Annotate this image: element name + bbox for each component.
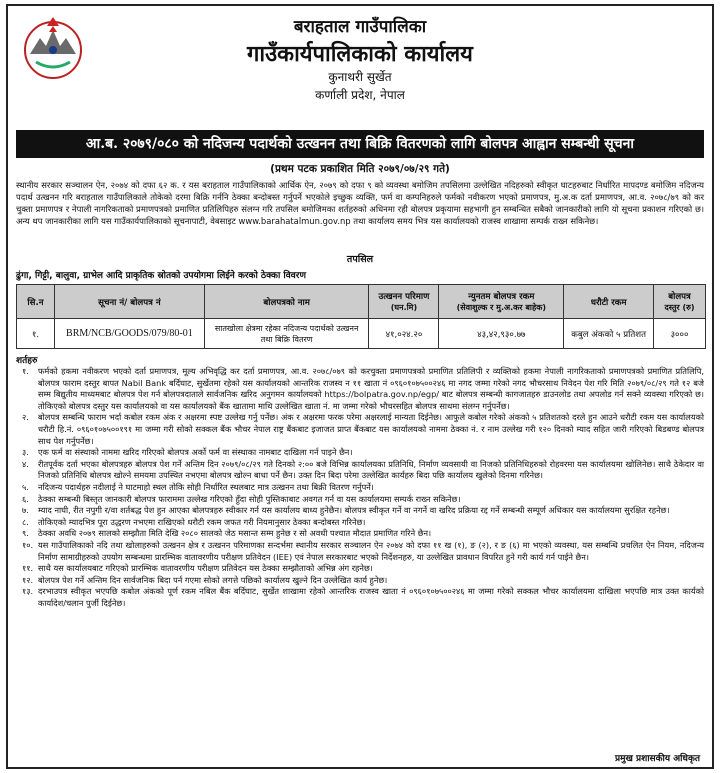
term-number: ७. <box>22 505 29 516</box>
term-text: बोलपत्र सम्बन्धि फाराम भर्दा कबोल रकम अंक र अक्षरमा स्पष्ट उल्लेख गर्नु पर्नेछ। अंक र अक्षरमा फरक परेमा अक्षरलाई मान्यता दिईनेछ। आफुले कबोल गरेको अंकको ५ प्रतिशतको दरले हुन आउने धरौटी रकम यस कार्यालयको धरौटी हि.नं. ०९६०१०७५००१९१ मा जम्मा गरी सोको सक्कल बैंक भौचर नेपाल राष्ट्र बैंकबाट इजाजत प्राप्त बैंकबाट यस कार्यालयको नाममा ठेक्का नं. र नाम उल्लेख गरी १२० दिनको म्याद सहित जारी गरिएको बिडबण्ड बोलपत्र साथ पेश गर्नुपर्नेछ। <box>38 412 704 446</box>
list-item <box>16 528 704 540</box>
list-item <box>16 517 704 529</box>
col-header-notice-no: सूचना नं/ बोलपत्र नं <box>54 285 204 319</box>
list-item <box>16 540 704 563</box>
col-header-fee <box>654 285 706 319</box>
term-text: फर्मको हकमा नवीकरण भएको दर्ता प्रमाणपत्र, मूल्य अभिवृद्धि कर दर्ता प्रमाणपत्र, आ.व. २०७८/०७९ को करचुक्ता प्रमाणपत्रको प्रमाणित प्रतिलिपी र व्यक्तिको हकमा नेपाली नागरिकताको प्रमाणपत्रको प्रमाणित प्रतिलिपि, बोलपत्र फाराम दस्तुर बापत Nabil Bank बर्दिघाट, सुर्खेतमा रहेको यस कार्यालयको आन्तरिक राजस्व न ११ खाता नं ०९६०१०७५००२४६ मा नगद जम्मा गरेको नगद भौचरसाथ निवेदन पेश गरि मिति २०७९/०८/२९ गते १२ बजे सम्म बिद्युतीय माध्यमबाट बोलपत्र पेश गर्न बोलपत्रदाताले सार्वजनिक खरिद अनुगमन कार्यालयको https://bolpatra.gov.np/egp/ बाट बोलपत्र सम्बन्धी कागजातहरु डाउनलोड तथा अपलोड गर्न सक्ने व्यवस्था गरिएको छ। तोकिएको बोलपत्र दस्तुर यस कार्यालयको वा यस कार्यालयको बैंक खातामा माथि उल्लेखित खाता नं. मा जम्मा गरेको भौचरसहित बोलपत्र साथमा संलग्न गर्नुपर्नेछ। <box>38 366 704 411</box>
tapasil-heading: तपसिल <box>346 254 374 265</box>
contract-details-heading: ढुंगा, गिट्टी, बालुवा, ग्राभेल आदि प्राकृतिक स्रोतको उपयोगमा लिईने करको ठेक्का विवरण <box>16 271 306 281</box>
term-text: बोलपत्र पेश गर्ने अन्तिम दिन सार्वजनिक बिदा पर्न गएमा सोको लगत्ते पछिको कार्यालय खुल्ने दिन उल्लेखित कार्य हुनेछ। <box>38 574 388 585</box>
terms-list <box>16 366 704 609</box>
term-text: ठेक्का सम्बन्धी बिस्तृत जानकारी बोलपत्र फाराममा उल्लेख गरिएको हुँदा सोही पुस्तिकाबाट अवगत गर्न वा यस कार्यालयमा सम्पर्क राख्न सकिनेछ। <box>38 493 461 504</box>
col-header-fee-sub: दस्तुर (रु) <box>664 303 695 312</box>
list-item <box>16 459 704 482</box>
list-item <box>16 575 704 587</box>
term-text: दरभाउपत्र स्वीकृत भएपछि कबोल अंकको पूर्ण रकम नबिल बैंक बर्दिघाट, सुर्खेत शाखामा रहेको आन्तरिक राजस्व खाता नं ०९६०१०७५००२४६ मा जम्मा गरेको सक्कल भौचर कार्यालयमा दाखिला भएपछि मात्र उक्त कार्यको कार्यादेश/चलान पुर्जी दिईनेछ। <box>38 586 704 608</box>
intro-paragraph: स्थानीय सरकार सञ्चालन ऐन, २०७४ को दफा ६२ क. र यस बराहताल गाउँपालिकाको आर्थिक ऐन, २०७९ को दफा ९ को व्यवस्था बमोजिम तपसिलमा उल्लेखित नदिहरुको स्वीकृत घाटहरुबाट निर्धारित मापदण्ड बमोजिम नदिजन्य पदार्थ उत्खनन गरि बराहताल गाउँपालिकाले तोकेको दरमा बिक्रि गर्ननि ठेक्का बन्दोबस्त गर्नुपर्ने भएकोले इच्छुक व्यक्ति, फर्म वा कम्पनिहरुले फर्मको नवीकरण भएको प्रमाणपत्र, मु.अ.क दर्ता प्रमाणपत्र, आ.व. २०७८/७९ को कर चुक्ता प्रमाणपत्र र नेपाली नागरिकताको प्रमाणपत्रको प्रमाणित प्रतिलिपिहरु संलग्न गरि तपसिल बमोजिमका शर्तहरुको अधिनमा रही बोलपत्र प्रकृयामा सहभागी हुन सम्बन्धित सबैको जानकारीको लागि यो सूचना प्रकाशन गरिएको छ। अन्य थप जानकारीका लागि यस गाउँकार्यपालिकाको सूचनापाटी, वेबसाइट www.barahatalmun.gov.np तथा कार्यालय समय भित्र यस कार्यालयको राजस्व शाखामा सम्पर्क राख्न सकिनेछ। <box>16 180 704 226</box>
office-name: गाउँकार्यपालिकाको कार्यालय <box>247 41 473 67</box>
list-item <box>16 447 704 459</box>
col-header-sn: सि.न <box>17 285 55 319</box>
cell-notice-no: BRM/NCB/GOODS/079/80-01 <box>54 319 204 349</box>
term-number: १. <box>22 366 29 376</box>
col-header-volume-label: उत्खनन परिमाण <box>378 292 430 302</box>
col-header-volume-unit: (घन.मि) <box>390 303 418 312</box>
term-number: १२. <box>22 574 34 585</box>
col-header-name: बोलपत्रको नाम <box>204 285 369 319</box>
bid-table <box>16 284 706 349</box>
cell-sn: १. <box>17 319 55 349</box>
municipality-name: बराहताल गाउँपालिका <box>293 17 427 37</box>
cell-volume: ४१,०२४.२० <box>369 319 439 349</box>
cell-min-amount: ४३,४२,९३०.७७ <box>439 319 564 349</box>
term-text: रीतपूर्वक दर्ता भएका बोलपत्रहरु बोलपत्र पेश गर्ने अन्तिम दिन २०७९/०८/२९ गते दिनको २:०० बजे विभिन्न कार्यालयका प्रतिनिधि, निर्माण व्यवसायी वा निजको प्रतिनिधिहरुको रोहवरमा यस कार्यालयमा खोलिनेछ। साथै ठेकेदार वा निजको प्रतिनिधि बोलपत्र खोल्ने समयमा उपस्थित नभएमा बोलपत्र खोल्न बाधा पर्ने छैन। उक्त दिन बिदा परेमा उल्लेखित कार्यहरु बिदा पछि कार्यालय खुलेको दिनमा गरिनेछ। <box>38 458 704 481</box>
list-item <box>16 412 704 447</box>
notice-page <box>6 4 714 769</box>
cell-deposit: कबुल अंकको ५ प्रतिशत <box>564 319 654 349</box>
table-header-row <box>17 285 706 319</box>
term-text: एक फर्म वा संस्थाको नाममा खरिद गरिएको बोलपत्र अर्को फर्म वा संस्थाका नामबाट दाखिला गर्न पाइने छैन। <box>38 447 353 458</box>
term-number: ११. <box>22 563 34 574</box>
term-number: ३. <box>22 447 29 458</box>
office-location: कुनाथरी सुर्खेत <box>328 70 392 84</box>
col-header-volume <box>369 285 439 319</box>
term-number: १०. <box>22 539 34 550</box>
notice-title-banner: आ.ब. २०७९/०८० को नदिजन्य पदार्थको उत्खनन तथा बिक्रि वितरणको लागि बोलपत्र आह्वान सम्बन्धी सूचना <box>16 130 704 158</box>
col-header-min-amount <box>439 285 564 319</box>
term-number: ९. <box>22 528 29 539</box>
term-text: ठेक्का अवधि २०७९ सालको सम्झौता मिति देखि २०८० सालको जेठ मसान्त सम्म हुनेछ र सो अवधी पश्चात मौदात प्रमाणित गरिने छैन। <box>38 528 432 539</box>
col-header-deposit: धरौटी रकम <box>564 285 654 319</box>
col-header-fee-label: बोलपत्र <box>668 292 691 302</box>
term-text: साथै यस कार्यालयबाट गरिएको प्रारम्भिक वातावरणीय परीक्षण प्रतिवेदन यस ठेक्का सम्झौताको अभिन्न अंग रहनेछ। <box>38 563 373 574</box>
signatory-title: प्रमुख प्रशासकीय अधिकृत <box>614 754 700 764</box>
term-text: तोकिएको म्यादभित्र पूरा उद्धरण नभएमा राखिएको धरौटी रकम जफत गरी नियमानुसार ठेक्का बन्दोबस्त गरिनेछ। <box>38 516 366 527</box>
list-item <box>16 482 704 494</box>
term-number: २. <box>22 412 29 423</box>
col-header-min-amount-sub: (सेवाशुल्क र मु.अ.कर बाहेक) <box>456 303 547 312</box>
list-item <box>16 586 704 609</box>
term-text: नदिजन्य पदार्थहरु नदीलाई ने घाटमाहो स्थल तोकि सोही निर्धारित स्थलबाट मात्र उत्खनन तथा बिक्री वितरण गर्नुपर्ने। <box>38 481 374 492</box>
publication-date: (प्रथम पटक प्रकाशित मिति २०७९/०७/२९ गते) <box>270 163 450 175</box>
term-number: ५. <box>22 481 29 492</box>
cell-fee: ३००० <box>654 319 706 349</box>
term-text: यस गाउँपालिकाको नदि तथा खोलाहरुको उत्खनन क्षेत्र र उत्खनन परिमाणका सन्दर्भमा स्थानीय सरकार सञ्चालन ऐन २०७४ को दफा ११ ख (१), ङ (२), र ङ (६) मा भएको व्यवस्था, यस सम्बन्धि प्रचलित ऐन नियम, नदिजन्य निर्माण सामाग्रीहरुको उपयोग सम्बन्धमा प्रारम्भिक वातावरणीय परीक्षण प्रतिवेदन (IEE) एवं नेपाल सरकारबाट भएको निर्देशनहरु, या उल्लेखित प्रावधान विपरित हुने गरी कार्य गर्न पाईने छैन। <box>38 539 704 562</box>
office-province: कर्णाली प्रदेश, नेपाल <box>315 88 405 102</box>
cell-name: सातखोला क्षेत्रमा रहेका नदिजन्य पदार्थको उत्खनन तथा बिक्रि वितरण <box>204 319 369 349</box>
letterhead <box>8 6 712 124</box>
term-number: ४. <box>22 458 29 469</box>
table-row <box>17 319 706 349</box>
term-number: ८. <box>22 516 29 527</box>
list-item <box>16 505 704 517</box>
list-item <box>16 563 704 575</box>
term-number: ६. <box>22 493 29 504</box>
term-text: म्याद नाघी, रीत नपुगी र/वा शर्तबद्ध पेश हुन आएका बोलपत्रहरु स्वीकार गर्न यस कार्यालय बाध्य हुनेछैन। बोलपत्र स्वीकृत गर्ने वा नगर्ने वा खरिद प्रक्रिया रद्द गर्ने सम्बन्धी सम्पूर्ण अधिकार यस कार्यालयमा सुरक्षित रहनेछ। <box>38 505 670 516</box>
terms-heading: शर्तहरु <box>16 356 38 366</box>
term-number: १३. <box>22 586 34 597</box>
list-item <box>16 366 704 412</box>
col-header-min-amount-label: न्युनतम बोलपत्र रकम <box>468 292 535 302</box>
list-item <box>16 494 704 506</box>
